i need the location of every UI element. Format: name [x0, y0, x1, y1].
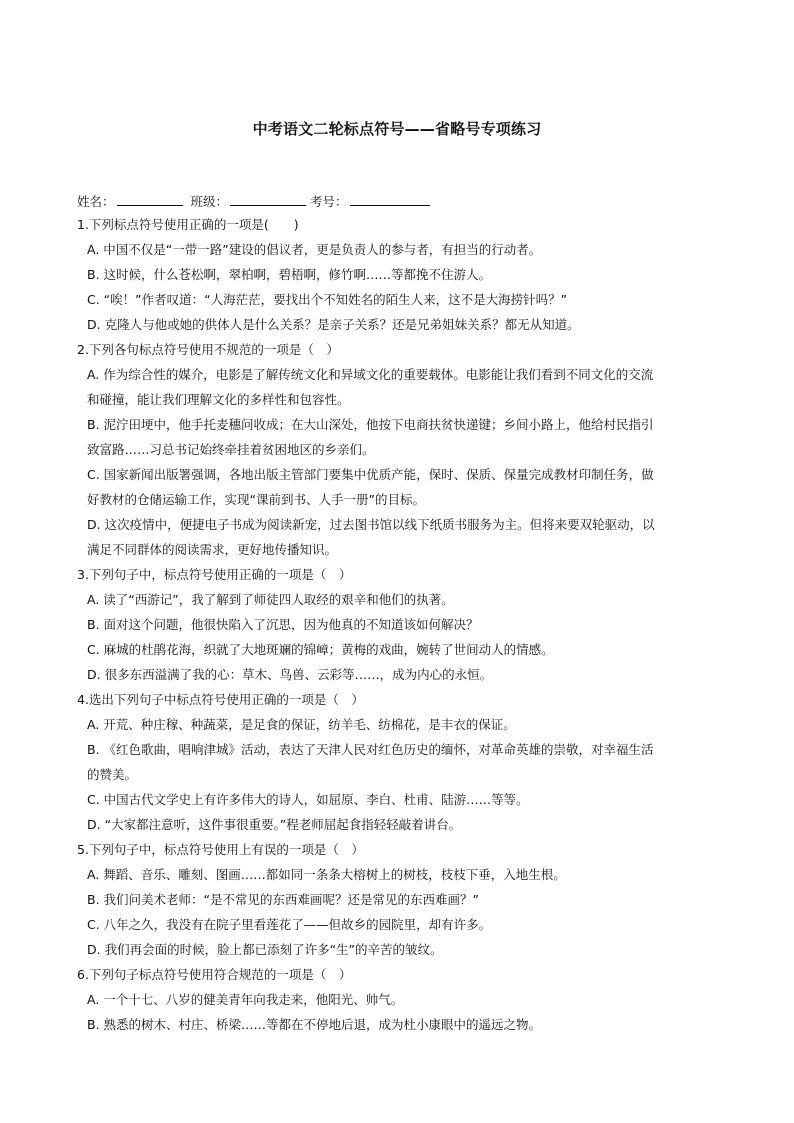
class-label: 班级：: [190, 194, 229, 209]
question-option: D. 克隆人与他或她的供体人是什么关系？是亲子关系？还是兄弟姐妹关系？都无从知道。: [87, 317, 580, 332]
question-option: C. 国家新闻出版署强调，各地出版主管部门要集中优质产能，保时、保质、保量完成教材印制任务，做: [87, 467, 654, 482]
question-option: B. 这时候，什么苍松啊，翠柏啊，碧梧啊，修竹啊……等都挽不住游人。: [87, 267, 492, 282]
question-option: D. 我们再会面的时候，脸上都已添刻了许多“生”的辛苦的皱纹。: [87, 942, 443, 957]
question-option-continuation: 满足不同群体的阅读需求，更好地传播知识。: [87, 542, 338, 557]
question-option-continuation: 好教材的仓储运输工作，实现“课前到书、人手一册”的目标。: [87, 492, 425, 507]
question-option: D. 很多东西溢满了我的心：草木、鸟兽、云彩等……，成为内心的永恒。: [87, 667, 493, 682]
question-option: C. 八年之久，我没有在院子里看莲花了——但故乡的园院里，却有许多。: [87, 917, 492, 932]
question-option: A. 开荒、种庄稼、种蔬菜，是足食的保证，纺羊毛、纺棉花，是丰衣的保证。: [87, 717, 516, 732]
question-option: A. 读了“西游记”，我了解到了师徒四人取经的艰辛和他们的执著。: [87, 592, 454, 607]
question-stem: 6.下列句子标点符号使用符合规范的一项是（ ）: [77, 967, 352, 982]
question-option: B. 面对这个问题，他很快陷入了沉思，因为他真的不知道该如何解决？: [87, 617, 479, 632]
question-option-continuation: 和碰撞，能让我们理解文化的多样性和包容性。: [87, 392, 350, 407]
question-stem: 2.下列各句标点符号使用不规范的一项是（ ）: [77, 342, 339, 357]
question-stem: 4.选出下列句子中标点符号使用正确的一项是（ ）: [77, 692, 364, 707]
question-option: A. 舞蹈、音乐、雕刻、图画……都如同一条条大榕树上的树枝，枝枝下垂，入地生根。: [87, 867, 566, 882]
student-info-row: [77, 193, 434, 210]
question-option: C. 中国古代文学史上有许多伟大的诗人，如屈原、李白、杜甫、陆游……等等。: [87, 792, 529, 807]
question-option-continuation: 致富路……习总书记始终牵挂着贫困地区的乡亲们。: [87, 442, 375, 457]
exam-number-blank[interactable]: [350, 193, 430, 206]
question-option: A. 一个十七、八岁的健美青年向我走来，他阳光、帅气。: [87, 992, 404, 1007]
question-option: A. 作为综合性的媒介，电影是了解传统文化和异域文化的重要载体。电影能让我们看到不同文化的交流: [87, 367, 654, 382]
name-blank[interactable]: [117, 193, 183, 206]
exam-number-label: 考号：: [310, 194, 348, 209]
page-title: 中考语文二轮标点符号——省略号专项练习: [252, 120, 542, 138]
question-option: B. 《红色歌曲，唱响津城》活动，表达了天津人民对红色历史的缅怀，对革命英雄的崇敬，对幸福生活: [87, 742, 654, 757]
question-option: C. “唉！”作者叹道：“人海茫茫，要找出个不知姓名的陌生人来，这不是大海捞针吗？”: [87, 292, 568, 307]
question-stem: 1.下列标点符号使用正确的一项是( ): [77, 217, 299, 232]
class-blank[interactable]: [230, 193, 306, 206]
question-option: C. 麻城的杜鹃花海，织就了大地斑斓的锦嶂；黄梅的戏曲，婉转了世间动人的情感。: [87, 642, 554, 657]
question-option: A. 中国不仅是“一带一路”建设的倡议者，更是负责人的参与者，有担当的行动者。: [87, 242, 542, 257]
question-option: B. 熟悉的树木、村庄、桥梁……等都在不停地后退，成为杜小康眼中的遥远之物。: [87, 1017, 542, 1032]
question-option-continuation: 的赞美。: [87, 767, 138, 782]
name-label: 姓名：: [77, 194, 115, 209]
question-stem: 5.下列句子中，标点符号使用上有误的一项是（ ）: [77, 842, 364, 857]
question-option: B. 泥泞田埂中，他手托麦穗问收成；在大山深处，他按下电商扶贫快递键；乡间小路上，他给村民指引: [87, 417, 654, 432]
question-stem: 3.下列句子中，标点符号使用正确的一项是（ ）: [77, 567, 352, 582]
question-option: D. 这次疫情中，便捷电子书成为阅读新宠，过去图书馆以线下纸质书服务为主。但将来要双轮驱动，以: [87, 517, 655, 532]
question-option: D. “大家都注意听，这件事很重要。”程老师屈起食指轻轻敲着讲台。: [87, 817, 462, 832]
question-option: B. 我们问美术老师：“是不常见的东西难画呢？还是常见的东西难画？”: [87, 892, 479, 907]
